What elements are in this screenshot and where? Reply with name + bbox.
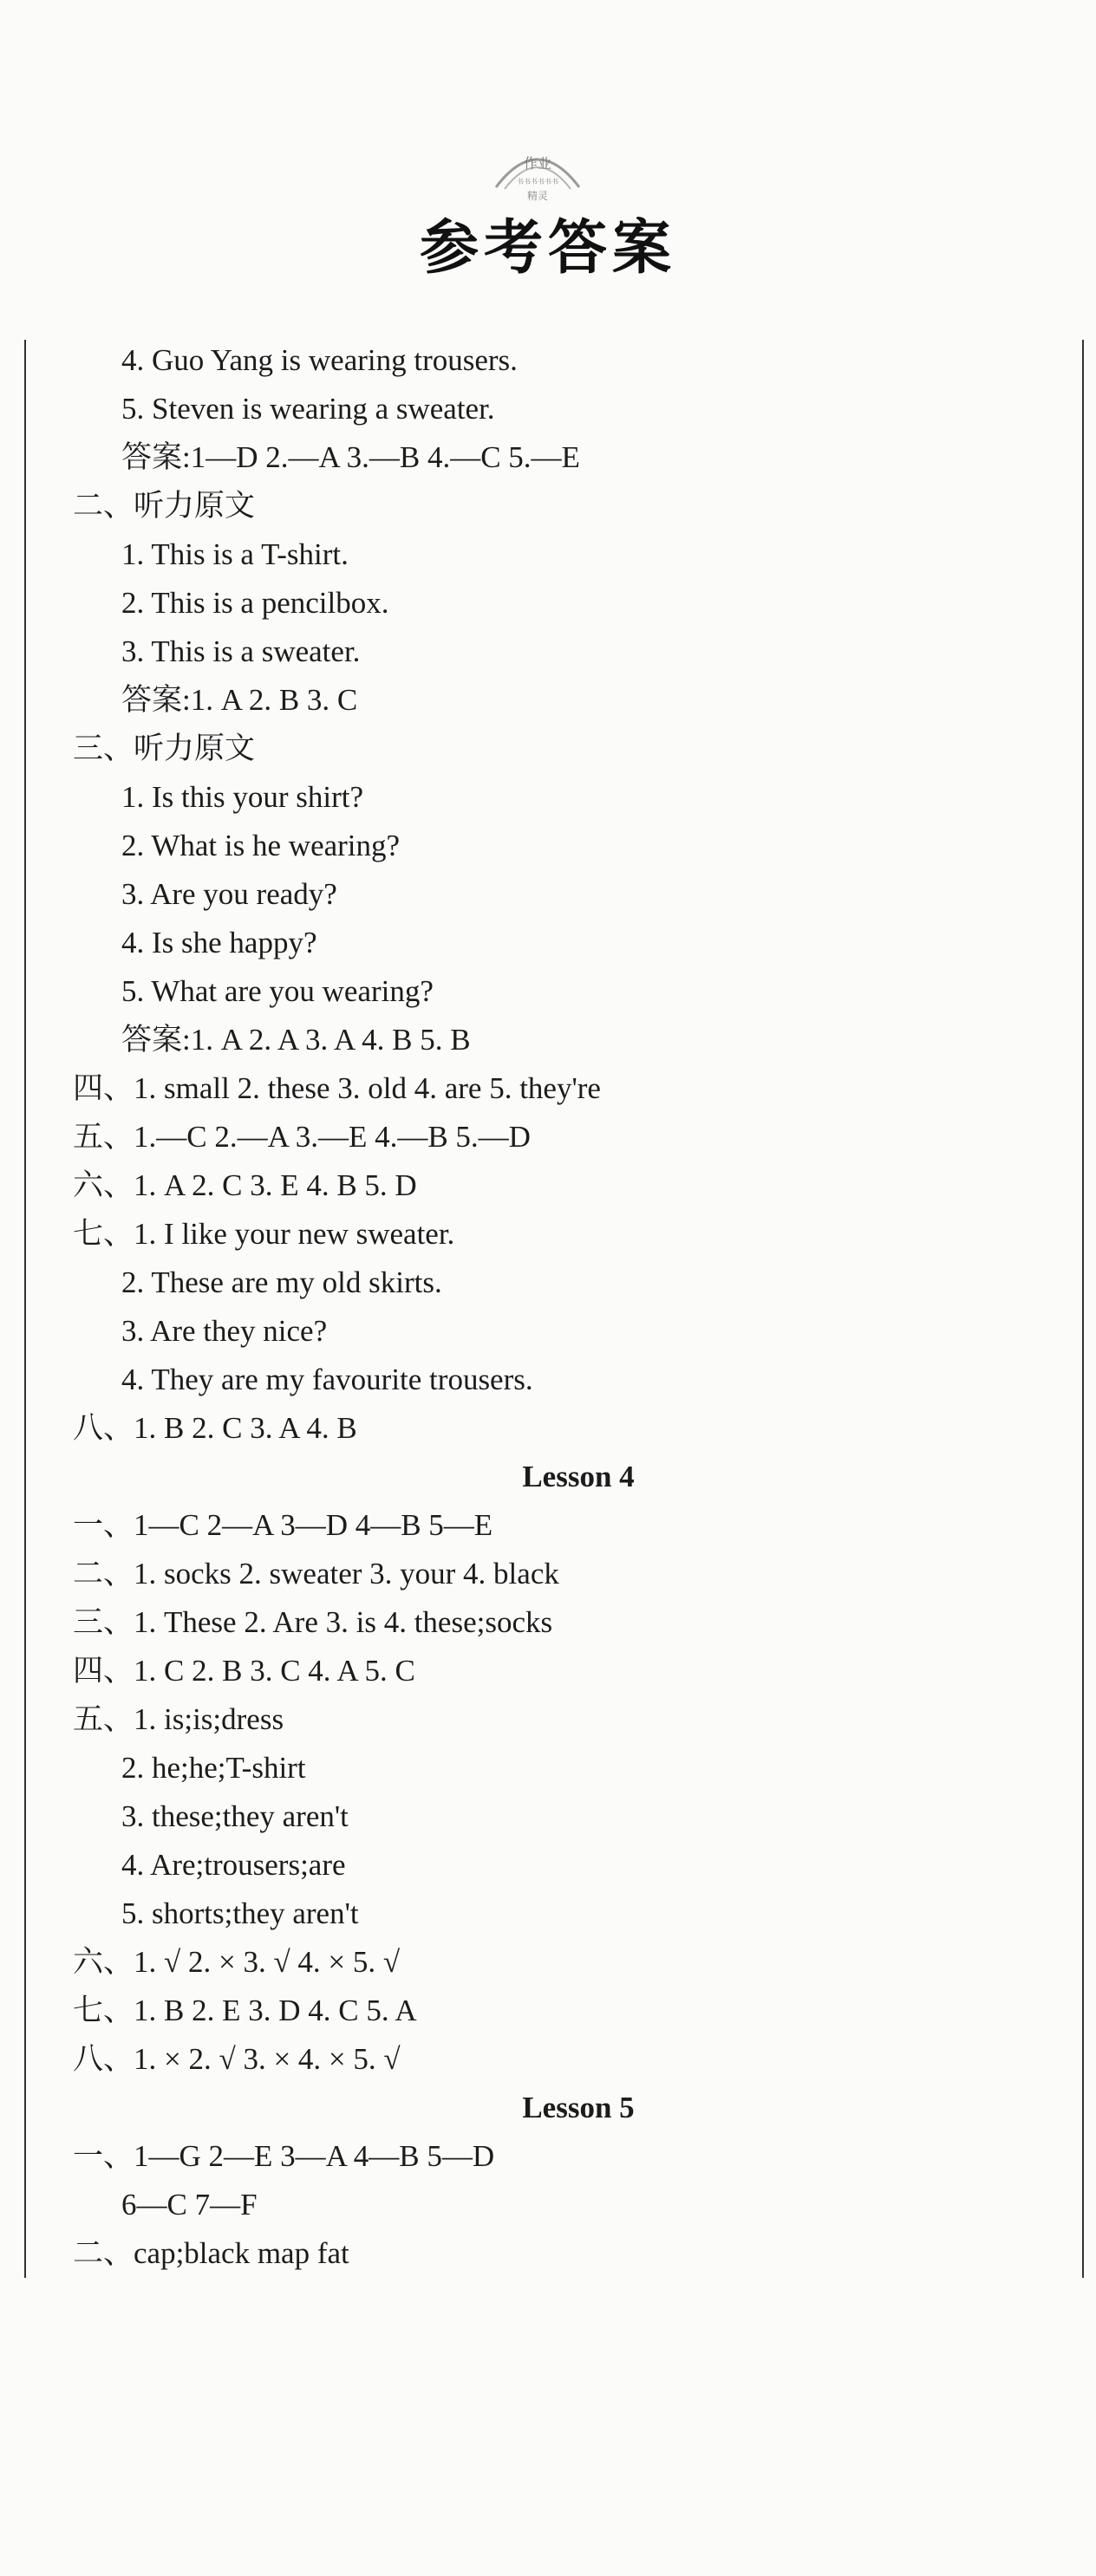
- answer-line: 2. This is a pencilbox.: [121, 586, 389, 620]
- answer-line: 5. What are you wearing?: [121, 974, 434, 1008]
- answer-line: 3. Are they nice?: [121, 1314, 328, 1348]
- answer-line: 2. he;he;T-shirt: [121, 1751, 306, 1785]
- stamp-text-top: 作业: [523, 155, 552, 172]
- answer-line: 四、1. small 2. these 3. old 4. are 5. they're: [73, 1071, 601, 1105]
- answer-line: 四、1. C 2. B 3. C 4. A 5. C: [73, 1654, 415, 1688]
- section-heading: 二、听力原文: [73, 489, 256, 523]
- stamp-text-mid: 书书书书书书: [517, 178, 558, 185]
- page-title: 参考答案: [419, 214, 676, 283]
- right-margin-rule: [1082, 340, 1084, 2278]
- answer-line: 二、cap;black map fat: [73, 2236, 349, 2270]
- answer-line: 6—C 7—F: [121, 2188, 258, 2221]
- answer-line: 答案:1. A 2. B 3. C: [121, 683, 358, 717]
- answer-line: 一、1—C 2—A 3—D 4—B 5—E: [73, 1508, 493, 1542]
- answer-line: 4. They are my favourite trousers.: [121, 1363, 533, 1396]
- stamp-text-bottom: 精灵: [526, 190, 549, 202]
- section-heading: 三、听力原文: [73, 732, 256, 765]
- answer-line: 七、1. B 2. E 3. D 4. C 5. A: [73, 1994, 417, 2027]
- answer-line: 2. What is he wearing?: [121, 829, 401, 862]
- answer-line: 3. these;they aren't: [121, 1799, 349, 1833]
- answer-line: 八、1. B 2. C 3. A 4. B: [73, 1411, 357, 1445]
- answer-line: 六、1. A 2. C 3. E 4. B 5. D: [73, 1168, 417, 1202]
- answer-line: 2. These are my old skirts.: [121, 1265, 442, 1299]
- answer-line: 五、1. is;is;dress: [73, 1702, 284, 1736]
- answer-line: 1. This is a T-shirt.: [121, 537, 349, 571]
- answer-line: 一、1—G 2—E 3—A 4—B 5—D: [73, 2139, 495, 2173]
- answer-line: 3. Are you ready?: [121, 877, 337, 911]
- answer-line: 五、1.—C 2.—A 3.—E 4.—B 5.—D: [73, 1120, 531, 1154]
- answer-line: 八、1. × 2. √ 3. × 4. × 5. √: [73, 2042, 401, 2076]
- answer-line: 4. Are;trousers;are: [121, 1848, 346, 1882]
- answer-line: 七、1. I like your new sweater.: [73, 1217, 455, 1251]
- answer-line: 5. Steven is wearing a sweater.: [121, 392, 495, 426]
- answer-line: 4. Guo Yang is wearing trousers.: [121, 343, 518, 377]
- answer-line: 三、1. These 2. Are 3. is 4. these;socks: [73, 1605, 553, 1639]
- answer-line: 4. Is she happy?: [121, 926, 317, 959]
- answer-line: 答案:1—D 2.—A 3.—B 4.—C 5.—E: [121, 440, 580, 474]
- answer-line: 答案:1. A 2. A 3. A 4. B 5. B: [121, 1023, 471, 1057]
- left-margin-rule: [24, 340, 26, 2278]
- answer-line: 六、1. √ 2. × 3. √ 4. × 5. √: [73, 1945, 401, 1979]
- answer-line: 5. shorts;they aren't: [121, 1896, 359, 1930]
- answer-line: 二、1. socks 2. sweater 3. your 4. black: [73, 1557, 559, 1590]
- answer-line: 3. This is a sweater.: [121, 634, 361, 668]
- answer-line: 1. Is this your shirt?: [121, 780, 364, 814]
- lesson-heading: Lesson 5: [522, 2091, 635, 2124]
- lesson-heading: Lesson 4: [522, 1460, 635, 1493]
